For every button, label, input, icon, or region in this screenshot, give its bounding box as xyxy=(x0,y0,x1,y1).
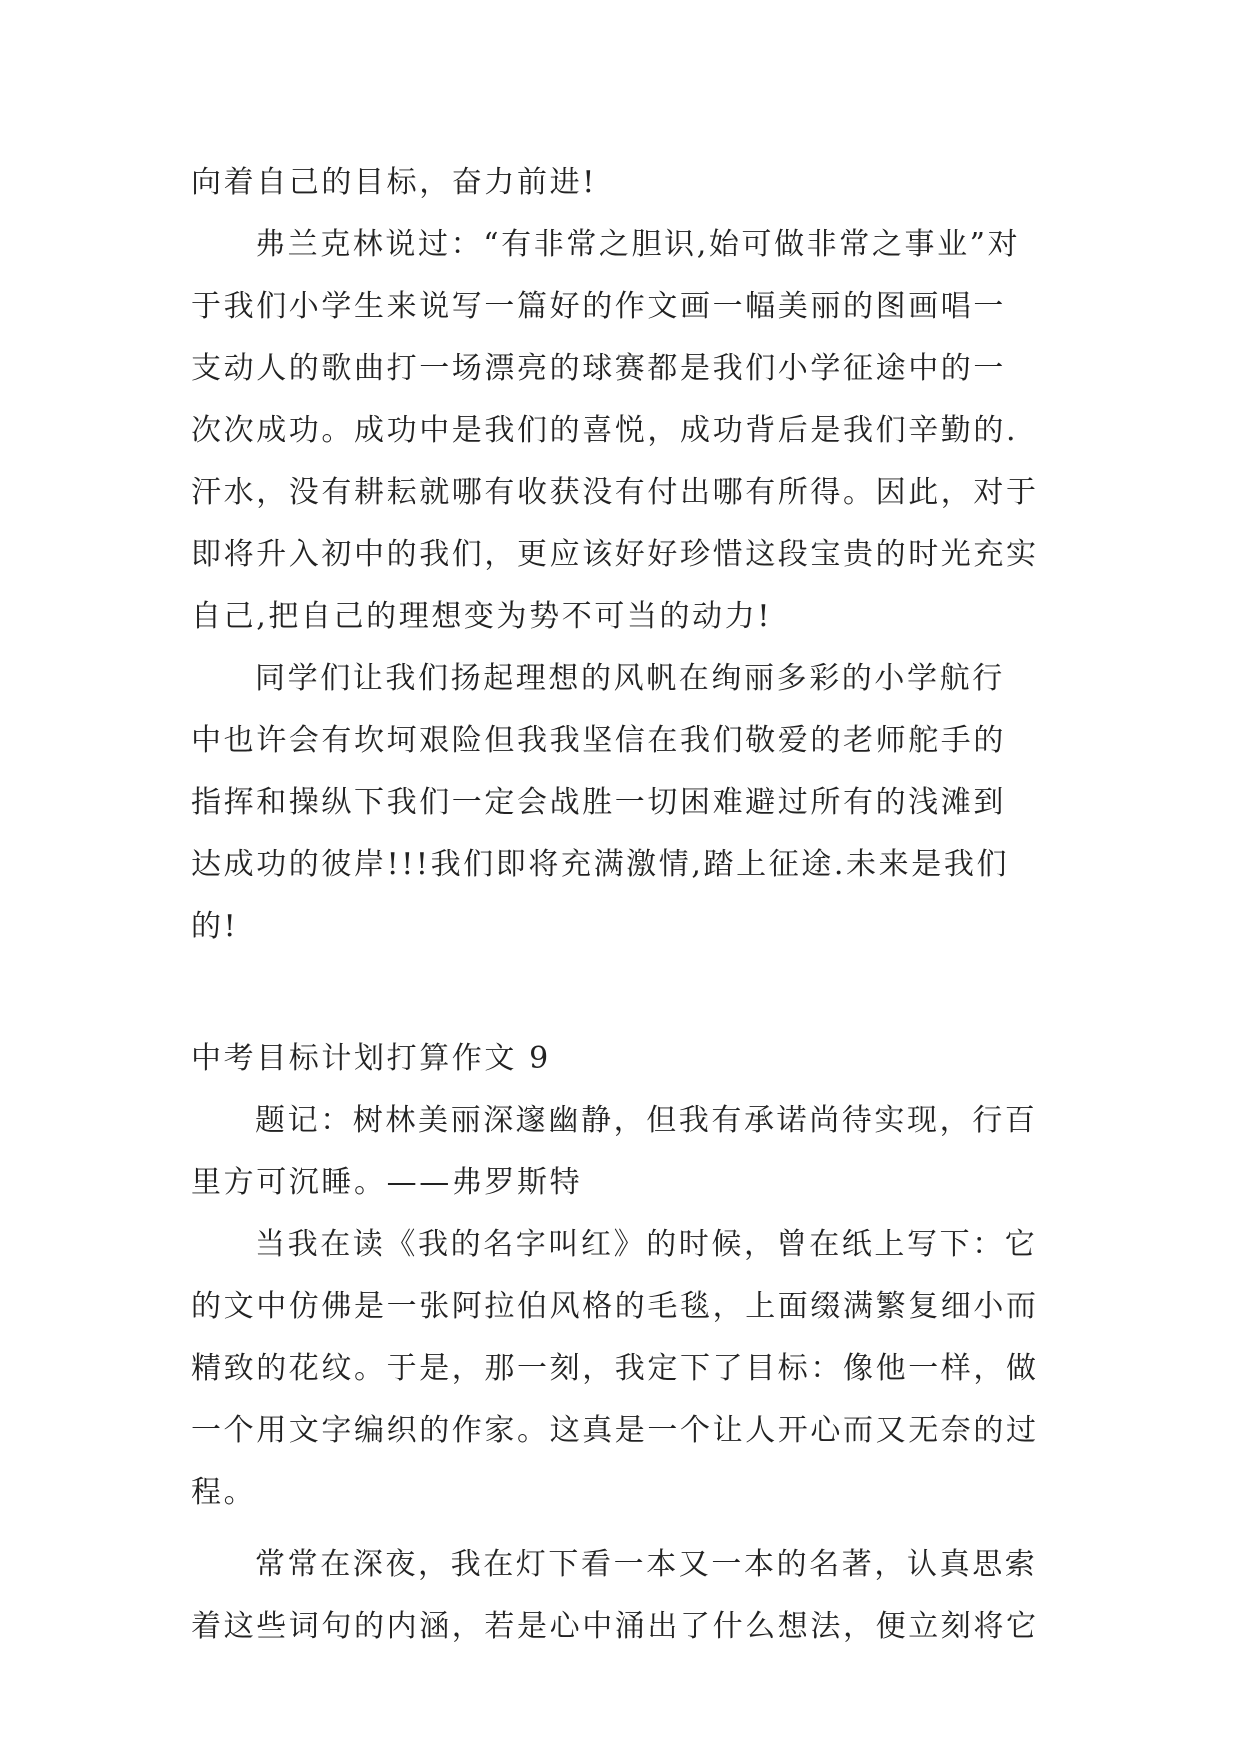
paragraph-line: 里方可沉睡。——弗罗斯特 xyxy=(191,1165,583,1200)
paragraph-line: 弗兰克林说过：“有非常之胆识,始可做非常之事业”对 xyxy=(255,227,1021,262)
paragraph-line: 于我们小学生来说写一篇好的作文画一幅美丽的图画唱一 xyxy=(191,289,1006,324)
paragraph-line: 一个用文字编织的作家。这真是一个让人开心而又无奈的过 xyxy=(191,1413,1039,1448)
essay-title: 中考目标计划打算作文 9 xyxy=(191,1041,551,1076)
paragraph-line: 自己,把自己的理想变为势不可当的动力! xyxy=(191,599,772,634)
paragraph-line: 当我在读《我的名字叫红》的时候，曾在纸上写下：它 xyxy=(255,1227,1038,1262)
paragraph-line: 向着自己的目标，奋力前进! xyxy=(191,165,597,200)
paragraph-line: 指挥和操纵下我们一定会战胜一切困难避过所有的浅滩到 xyxy=(191,785,1006,820)
paragraph-line: 中也许会有坎坷艰险但我我坚信在我们敬爱的老师舵手的 xyxy=(191,723,1006,758)
paragraph-line: 达成功的彼岸!!!我们即将充满激情,踏上征途.未来是我们 xyxy=(191,847,1010,882)
paragraph-line: 同学们让我们扬起理想的风帆在绚丽多彩的小学航行 xyxy=(255,661,1005,696)
paragraph-line: 即将升入初中的我们，更应该好好珍惜这段宝贵的时光充实 xyxy=(191,537,1039,572)
paragraph-line: 着这些词句的内涵，若是心中涌出了什么想法，便立刻将它 xyxy=(191,1609,1039,1644)
section-spacer xyxy=(191,958,1051,1028)
paragraph-line: 常常在深夜，我在灯下看一本又一本的名著，认真思索 xyxy=(255,1547,1038,1582)
paragraph-line: 支动人的歌曲打一场漂亮的球赛都是我们小学征途中的一 xyxy=(191,351,1006,386)
paragraph-line: 精致的花纹。于是，那一刻，我定下了目标：像他一样，做 xyxy=(191,1351,1039,1386)
document-body xyxy=(191,152,1051,1658)
paragraph-line: 的! xyxy=(191,909,239,944)
paragraph-line: 的文中仿佛是一张阿拉伯风格的毛毯，上面缀满繁复细小而 xyxy=(191,1289,1039,1324)
paragraph-line: 题记：树林美丽深邃幽静，但我有承诺尚待实现，行百 xyxy=(255,1103,1038,1138)
paragraph-line: 程。 xyxy=(191,1475,257,1510)
paragraph-spacer xyxy=(191,1524,1051,1534)
paragraph-line: 汗水，没有耕耘就哪有收获没有付出哪有所得。因此，对于 xyxy=(191,475,1039,510)
paragraph-line: 次次成功。成功中是我们的喜悦，成功背后是我们辛勤的. xyxy=(191,413,1019,448)
